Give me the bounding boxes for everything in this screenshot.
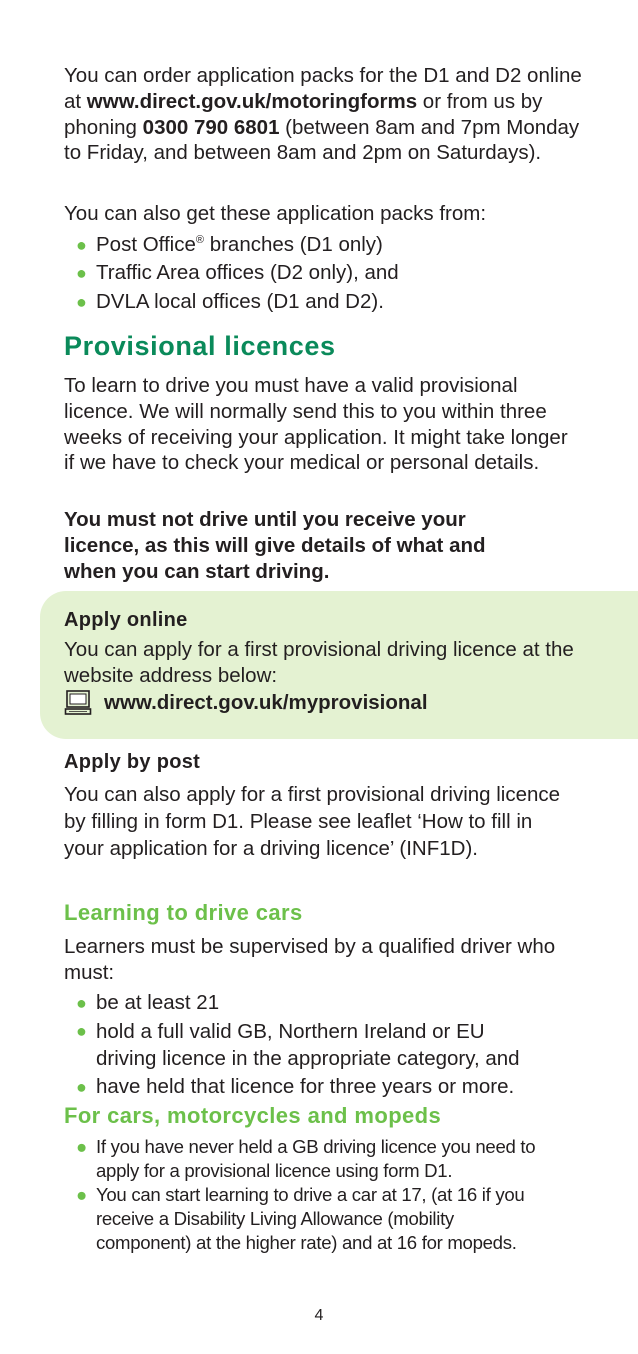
cars-list [76,1135,566,1255]
list-item: ● Post Office® branches (D1 only) [76,227,399,259]
page-number: 4 [314,1307,324,1324]
packs-list [76,227,399,316]
computer-icon [64,689,92,717]
provisional-warning: You must not drive until you receive your licence, as this will give details of what and when you can start driving. [64,508,486,583]
apply-post-heading: Apply by post [64,751,201,773]
bullet-icon: ● [76,1020,87,1041]
provisional-body: To learn to drive you must have a valid provisional licence. We will normally send this to you within three weeks of receiving your application. It might take longer if we have to check your medical or personal details. [64,374,568,475]
bullet-icon: ● [76,1184,87,1205]
list-item: ● You can start learning to drive a car at 17, (at 16 if you receive a Disability Living Allowance (mobility component) at the higher rate) and at 16 for mopeds. [76,1184,525,1253]
bullet-icon: ● [76,234,87,255]
myprovisional-link-row[interactable] [64,689,428,717]
provisional-heading: Provisional licences [64,331,336,361]
list-item: ● Traffic Area offices (D2 only), and [76,259,399,288]
learning-intro: Learners must be supervised by a qualified driver who must: [64,935,556,984]
list-item: ● DVLA local offices (D1 and D2). [76,288,399,317]
apply-online-body: You can apply for a first provisional driving licence at the website address below: [64,638,574,687]
learning-list [76,989,546,1101]
packs-intro: You can also get these application packs from: [64,202,487,225]
list-item: ● be at least 21 [76,989,546,1018]
list-item: ● have held that licence for three years or more. [76,1073,546,1102]
myprovisional-link[interactable]: www.direct.gov.uk/myprovisional [104,691,428,714]
bullet-icon: ● [76,1136,87,1157]
registered-mark: ® [195,234,204,246]
order-paragraph [64,63,584,166]
motoringforms-link[interactable]: www.direct.gov.uk/motoringforms [86,89,418,113]
cars-heading: For cars, motorcycles and mopeds [64,1103,442,1128]
bullet-icon: ● [76,1076,87,1097]
order-text-3: (between 8am and 7pm Monday to Friday, and between 8am and 2pm on Saturdays). [64,115,580,165]
bullet-icon: ● [76,263,87,284]
list-item: ● If you have never held a GB driving licence you need to apply for a provisional licence using form D1. [76,1136,536,1181]
learning-heading: Learning to drive cars [64,900,303,925]
apply-online-heading: Apply online [64,609,188,631]
bullet-icon: ● [76,993,87,1013]
apply-post-body: You can also apply for a first provisional driving licence by filling in form D1. Please see leaflet ‘How to fill in your application for a driving licence’ (INF1D). [64,783,561,860]
order-text-1: You can order application packs for the D1 and D2 online at [64,64,582,113]
list-item: ● hold a full valid GB, Northern Ireland or EU driving licence in the appropriate category, and [76,1018,546,1073]
order-text-2: or from us by phoning [64,89,543,139]
bullet-icon: ● [76,291,87,312]
phone-number: 0300 790 6801 [142,115,280,139]
